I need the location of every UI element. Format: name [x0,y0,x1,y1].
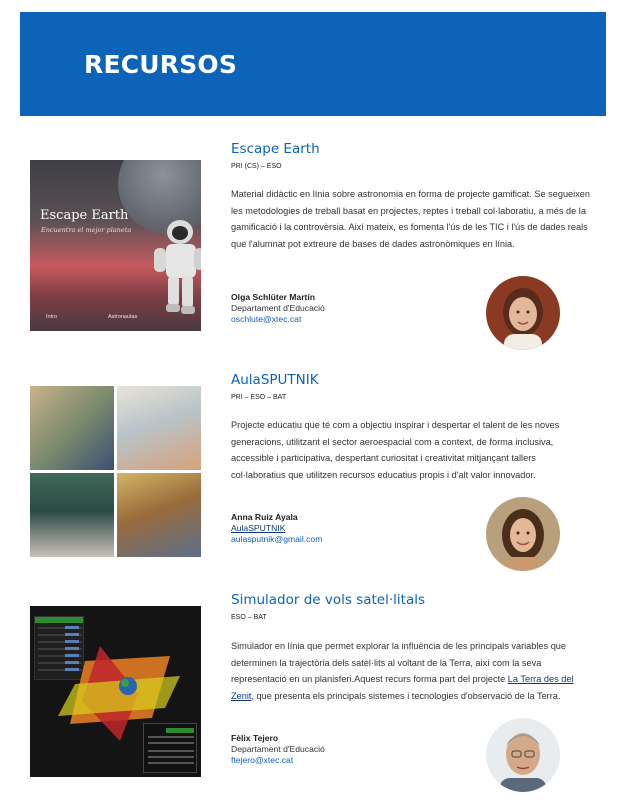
cover-subtitle: Encuentra el mejor planeta [41,226,132,234]
resource-title[interactable]: AulaSPUTNIK [231,372,319,388]
cover-title: Escape Earth [40,208,129,223]
author-email-link[interactable]: oschlute@xtec.cat [231,314,302,324]
simulator-info-panel [143,723,197,773]
aulasputnik-photo-collage[interactable] [30,386,201,557]
author-avatar [486,276,560,350]
resource-title[interactable]: Escape Earth [231,141,320,157]
author-org: Departament d'Educació [231,303,325,313]
author-email-link[interactable]: aulasputnik@gmail.com [231,534,323,544]
classroom-photo-3 [30,473,114,557]
description-text-before: Simulador en línia que permet explorar la influència de les principals variables que determinen la trajectòria dels satèl·lits al voltant de la Terra, així com la seva representació en un planisferi.Aquest recurs forma part del projecte [231,641,567,685]
author-name: Anna Ruiz Ayala [231,512,298,522]
classroom-photo-4 [117,473,201,557]
author-org: Departament d'Educació [231,744,325,754]
escape-earth-cover-image[interactable] [30,160,201,331]
resource-level: PRI (CS) – ESO [231,163,282,170]
author-block [231,733,325,766]
cover-menu-astronautas: Astronautas [108,314,138,320]
author-avatar [486,497,560,571]
resource-description [231,638,593,704]
astronaut-illustration [30,160,201,331]
author-block [231,512,322,545]
author-avatar [486,718,560,792]
cover-menu-intro: Intro [46,314,58,320]
resource-description: Projecte educatiu que té com a objectiu inspirar i despertar el talent de les noves generacions, utilitzant el sector aeroespacial com a context, de forma inclusiva, accessible i participativa, despertant curiositat i creativitat mitjançant tallers col·laboratius que utilitzen recursos educatius propis i d'alt valor innovador. [231,420,560,480]
simulator-screenshot[interactable] [30,606,201,777]
resource-level: ESO – BAT [231,614,267,621]
classroom-photo-1 [30,386,114,470]
author-name: Fèlix Tejero [231,733,279,743]
resource-description: Material didàctic en línia sobre astronomia en forma de projecte gamificat. Se segueixen les metodologies de treball basat en projectes, reptes i treball col·laboratiu, a més de la gamificació i la controvèrsia. Així mateix, es fomenta l'ús de les TIC i l'ús de dades reals que l'alumnat pot extreure de bases de dades astronòmiques en línia. [231,189,591,249]
classroom-photo-2 [117,386,201,470]
author-email-link[interactable]: ftejero@xtec.cat [231,755,294,765]
author-block [231,292,325,325]
description-text-after: , que presenta els principals sistemes i tecnologies d'observació de la Terra. [251,690,561,701]
resource-title[interactable]: Simulador de vols satel·litals [231,592,426,608]
page-title: RECURSOS [84,50,238,79]
resource-level: PRI – ESO – BAT [231,394,287,401]
page-header [20,12,606,116]
la-terra-des-del-zenit-link[interactable]: La Terra des del Zenit [231,674,574,701]
author-website-link[interactable]: AulaSPUTNIK [231,523,286,533]
author-name: Olga Schlüter Martín [231,292,316,302]
